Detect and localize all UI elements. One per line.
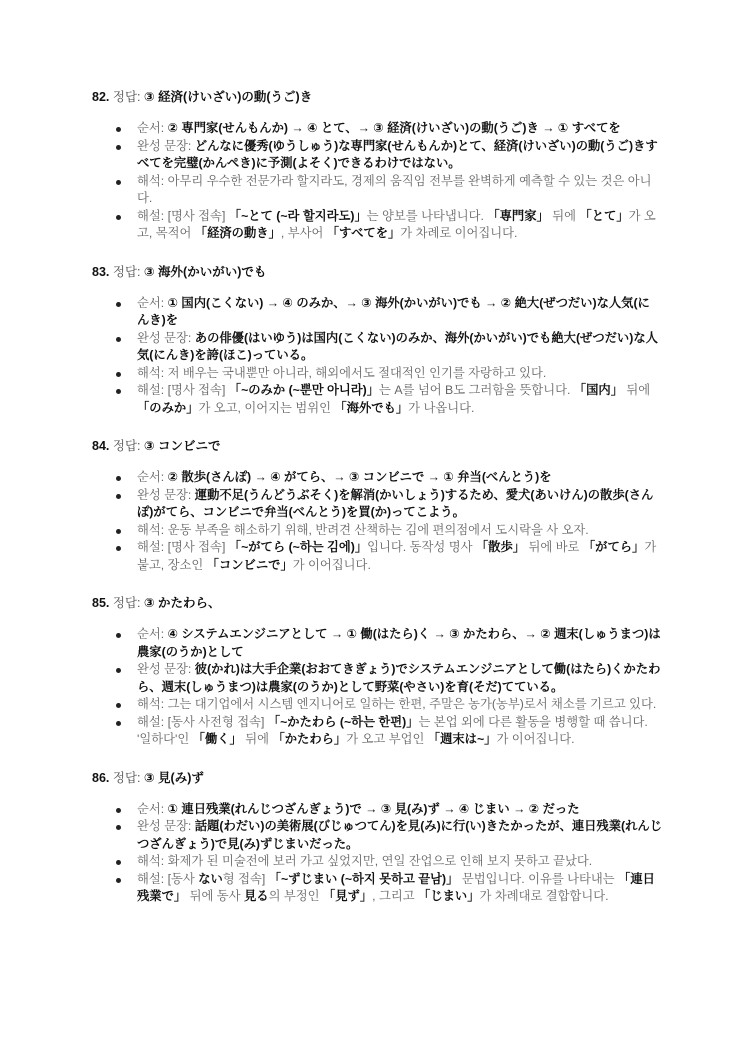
japanese-text: 「コンビニで」: [206, 557, 293, 572]
korean-text: 해설: [명사 접속]: [137, 208, 229, 223]
korean-text: 뒤에 바로: [525, 540, 583, 554]
bullet-icon: [116, 825, 121, 830]
answer-text: ③ コンビニで: [143, 439, 221, 453]
korean-text: 형 접속]: [222, 871, 269, 886]
answer-text: ③ かたわら、: [143, 596, 221, 610]
answer-label: 정답:: [112, 439, 141, 453]
complete-sentence-item: [137, 487, 662, 522]
korean-text: 해석: 화제가 된 미술전에 보러 가고 싶었지만, 연일 잔업으로 인해 보지 못하고 끝났다.: [137, 854, 593, 868]
bullet-icon: [116, 808, 121, 813]
bullet-icon: [116, 633, 121, 638]
korean-text: 완성 문장:: [137, 138, 195, 153]
korean-text: 입니다. 동작성 명사: [367, 540, 476, 554]
translation-item: [137, 696, 662, 714]
japanese-text: 「~かたわら (~하는 한편)」: [267, 714, 419, 729]
bullet-icon: [116, 860, 121, 865]
japanese-text: 「がてら」: [582, 540, 645, 554]
japanese-text: 「~ずじまい (~하지 못하고 끝남)」: [268, 871, 459, 886]
japanese-text: 「散歩」: [475, 540, 526, 554]
korean-text: 해설: [명사 접속]: [137, 540, 229, 554]
order-item: [137, 801, 662, 819]
japanese-text: 運動不足(うんどうぶそく)を解消(かいしょう)するため、愛犬(あいけん)の散歩(さんぽ)がてら、コンビニで弁当(べんとう)を買(か)ってこよう。: [137, 487, 654, 519]
question-number: 86.: [92, 770, 110, 785]
japanese-text: 「連日残業で」: [137, 871, 655, 903]
order-item: [137, 626, 662, 661]
question-85: [92, 594, 672, 749]
bullet-icon: [116, 127, 121, 132]
complete-sentence-item: [137, 138, 662, 173]
korean-text: 는 양보를 나타냅니다.: [366, 208, 488, 223]
question-number: 82.: [92, 90, 110, 104]
japanese-text: 「経済の動き」: [194, 226, 281, 240]
japanese-text: 「~とて (~라 할지라도)」: [228, 208, 367, 223]
japanese-text: ① 連日残業(れんじつざんぎょう)で → ③ 見(み)ず → ④ じまい → ② だった: [167, 801, 580, 816]
complete-sentence-item: [137, 661, 662, 696]
japanese-text: ない: [198, 871, 223, 886]
question-82: [92, 88, 672, 243]
japanese-text: 「すべてを」: [326, 226, 401, 240]
korean-text: 순서:: [137, 121, 168, 135]
korean-text: 순서:: [137, 801, 168, 816]
bullet-icon: [116, 721, 121, 726]
answer-text: ③ 見(み)ず: [143, 770, 204, 785]
korean-text: 해설: [동사 사전형 접속]: [137, 714, 268, 729]
answer-label: 정답:: [112, 770, 141, 785]
japanese-text: 「専門家」: [487, 208, 549, 223]
korean-text: 뒤에 동사: [186, 889, 244, 903]
question-number: 84.: [92, 439, 110, 453]
bullet-icon: [116, 878, 121, 883]
bullet-icon: [116, 529, 121, 534]
answer-heading: [92, 88, 672, 106]
answer-heading: [92, 437, 672, 455]
japanese-text: 「週末は~」: [427, 732, 497, 746]
korean-text: 완성 문장:: [137, 662, 195, 676]
order-item: [137, 469, 662, 487]
korean-text: 가 이어집니다.: [496, 732, 575, 746]
japanese-text: 「働く」: [192, 732, 242, 746]
question-number: 85.: [92, 596, 110, 610]
korean-text: 가 이어집니다.: [292, 557, 371, 572]
japanese-text: 「かたわら」: [272, 732, 347, 746]
korean-text: 뒤에: [241, 732, 273, 746]
japanese-text: 「海外でも」: [334, 400, 409, 415]
bullet-list: [92, 801, 672, 906]
korean-text: 가 오고, 이어지는 범위인: [198, 400, 335, 415]
bullet-icon: [116, 494, 121, 499]
korean-text: 뒤에: [623, 383, 651, 397]
korean-text: 문법입니다. 이유를 나타내는: [458, 871, 619, 886]
korean-text: 완성 문장:: [137, 487, 195, 502]
japanese-text: 「~がてら (~하는 김에)」: [228, 540, 368, 554]
complete-sentence-item: [137, 330, 662, 365]
japanese-text: ② 専門家(せんもんか) → ④ とて、→ ③ 経済(けいざい)の動(うご)き → ① すべてを: [167, 121, 621, 135]
translation-item: [137, 522, 662, 540]
korean-text: 순서:: [137, 627, 168, 641]
answer-label: 정답:: [112, 596, 141, 610]
bullet-icon: [116, 668, 121, 673]
complete-sentence-item: [137, 818, 662, 853]
bullet-list: [92, 295, 672, 418]
order-item: [137, 120, 662, 138]
answer-heading: [92, 594, 672, 612]
bullet-icon: [116, 389, 121, 394]
korean-text: , 부사어: [280, 226, 327, 240]
explanation-item: [137, 382, 662, 417]
japanese-text: ② 散歩(さんぽ) → ④ がてら、→ ③ コンビニで → ① 弁当(べんとう)を: [167, 470, 552, 484]
korean-text: 의 부정인: [268, 889, 323, 903]
korean-text: 해설: [명사 접속]: [137, 383, 229, 397]
answer-label: 정답:: [112, 264, 141, 279]
japanese-text: 「~のみか (~뿐만 아니라)」: [228, 383, 380, 397]
japanese-text: ④ システムエンジニアとして → ① 働(はたら)く → ③ かたわら、→ ② 週末(しゅうまつ)は農家(のうか)として: [137, 627, 661, 659]
japanese-text: 「とて」: [579, 208, 629, 223]
bullet-icon: [116, 476, 121, 481]
korean-text: 해석: 아무리 우수한 전문가라 할지라도, 경제의 움직임 전부를 완벽하게 예측할 수 있는 것은 아니다.: [137, 173, 652, 205]
answer-text: ③ 経済(けいざい)の動(うご)き: [143, 90, 313, 104]
bullet-list: [92, 469, 672, 574]
korean-text: 는 A를 넘어 B도 그러함을 뜻합니다.: [379, 383, 574, 397]
explanation-item: [137, 539, 662, 574]
korean-text: , 그리고: [372, 889, 419, 903]
korean-text: 해설: [동사: [137, 871, 199, 886]
answer-heading: [92, 263, 672, 281]
japanese-text: 「じまい」: [418, 889, 480, 903]
korean-text: 가 붙고, 장소인: [137, 540, 657, 572]
korean-text: 순서:: [137, 470, 168, 484]
japanese-text: あの俳優(はいゆう)は国内(こくない)のみか、海外(かいがい)でも絶大(ぜつだい)な人気(にんき)を誇(ほこ)っている。: [137, 330, 658, 362]
korean-text: 가 오고, 목적어: [137, 208, 656, 240]
answer-heading: [92, 769, 672, 787]
question-84: [92, 437, 672, 574]
translation-item: [137, 853, 662, 871]
explanation-item: [137, 871, 662, 906]
japanese-text: 「のみか」: [137, 400, 199, 415]
korean-text: 해석: 운동 부족을 해소하기 위해, 반려견 산책하는 김에 편의점에서 도시락을 사 오자.: [137, 522, 589, 537]
korean-text: 가 오고 부업인: [346, 732, 428, 746]
korean-text: 가 차례대로 결합합니다.: [479, 889, 609, 903]
korean-text: 완성 문장:: [137, 819, 195, 833]
japanese-text: どんなに優秀(ゆうしゅう)な専門家(せんもんか)とて、経済(けいざい)の動(うご)きすべてを完璧(かんぺき)に予測(よそく)できるわけではない。: [137, 138, 658, 170]
korean-text: 순서:: [137, 295, 168, 310]
korean-text: 가 차례로 이어집니다.: [400, 226, 518, 240]
answer-label: 정답:: [112, 90, 141, 104]
bullet-icon: [116, 180, 121, 185]
korean-text: 는 본업 외에 다른 활동을 병행할 때 씁니다. '일하다'인: [137, 714, 648, 746]
bullet-icon: [116, 546, 121, 551]
bullet-icon: [116, 145, 121, 150]
korean-text: 가 나옵니다.: [408, 400, 475, 415]
japanese-text: 話題(わだい)の美術展(びじゅつてん)を見(み)に行(い)きたかったが、連日残業(れんじつざんぎょう)で見(み)ずじまいだった。: [137, 819, 663, 851]
bullet-icon: [116, 215, 121, 220]
bullet-icon: [116, 372, 121, 377]
answer-document: [92, 88, 672, 926]
bullet-icon: [116, 337, 121, 342]
japanese-text: 「国内」: [573, 383, 623, 397]
translation-item: [137, 173, 662, 208]
explanation-item: [137, 208, 662, 243]
explanation-item: [137, 714, 662, 749]
japanese-text: 彼(かれ)は大手企業(おおてきぎょう)でシステムエンジニアとして働(はたら)くかたわら、週末(しゅうまつ)は農家(のうか)として野菜(やさい)を育(そだ)てている。: [137, 662, 661, 694]
order-item: [137, 295, 662, 330]
question-86: [92, 769, 672, 906]
bullet-icon: [116, 302, 121, 307]
korean-text: 해석: 저 배우는 국내뿐만 아니라, 해외에서도 절대적인 인기를 자랑하고 있다.: [137, 365, 547, 380]
japanese-text: ① 国内(こくない) → ④ のみか、→ ③ 海外(かいがい)でも → ② 絶大(ぜつだい)な人気(にんき)を: [137, 295, 650, 327]
korean-text: 뒤에: [548, 208, 580, 223]
bullet-list: [92, 120, 672, 243]
question-number: 83.: [92, 264, 110, 279]
bullet-icon: [116, 703, 121, 708]
japanese-text: 見る: [243, 889, 269, 903]
bullet-list: [92, 626, 672, 749]
answer-text: ③ 海外(かいがい)でも: [143, 264, 267, 279]
korean-text: 완성 문장:: [137, 330, 195, 345]
translation-item: [137, 365, 662, 383]
korean-text: 해석: 그는 대기업에서 시스템 엔지니어로 일하는 한편, 주말은 농가(농부)로서 채소를 기르고 있다.: [137, 697, 657, 711]
question-83: [92, 263, 672, 418]
japanese-text: 「見ず」: [322, 889, 373, 903]
